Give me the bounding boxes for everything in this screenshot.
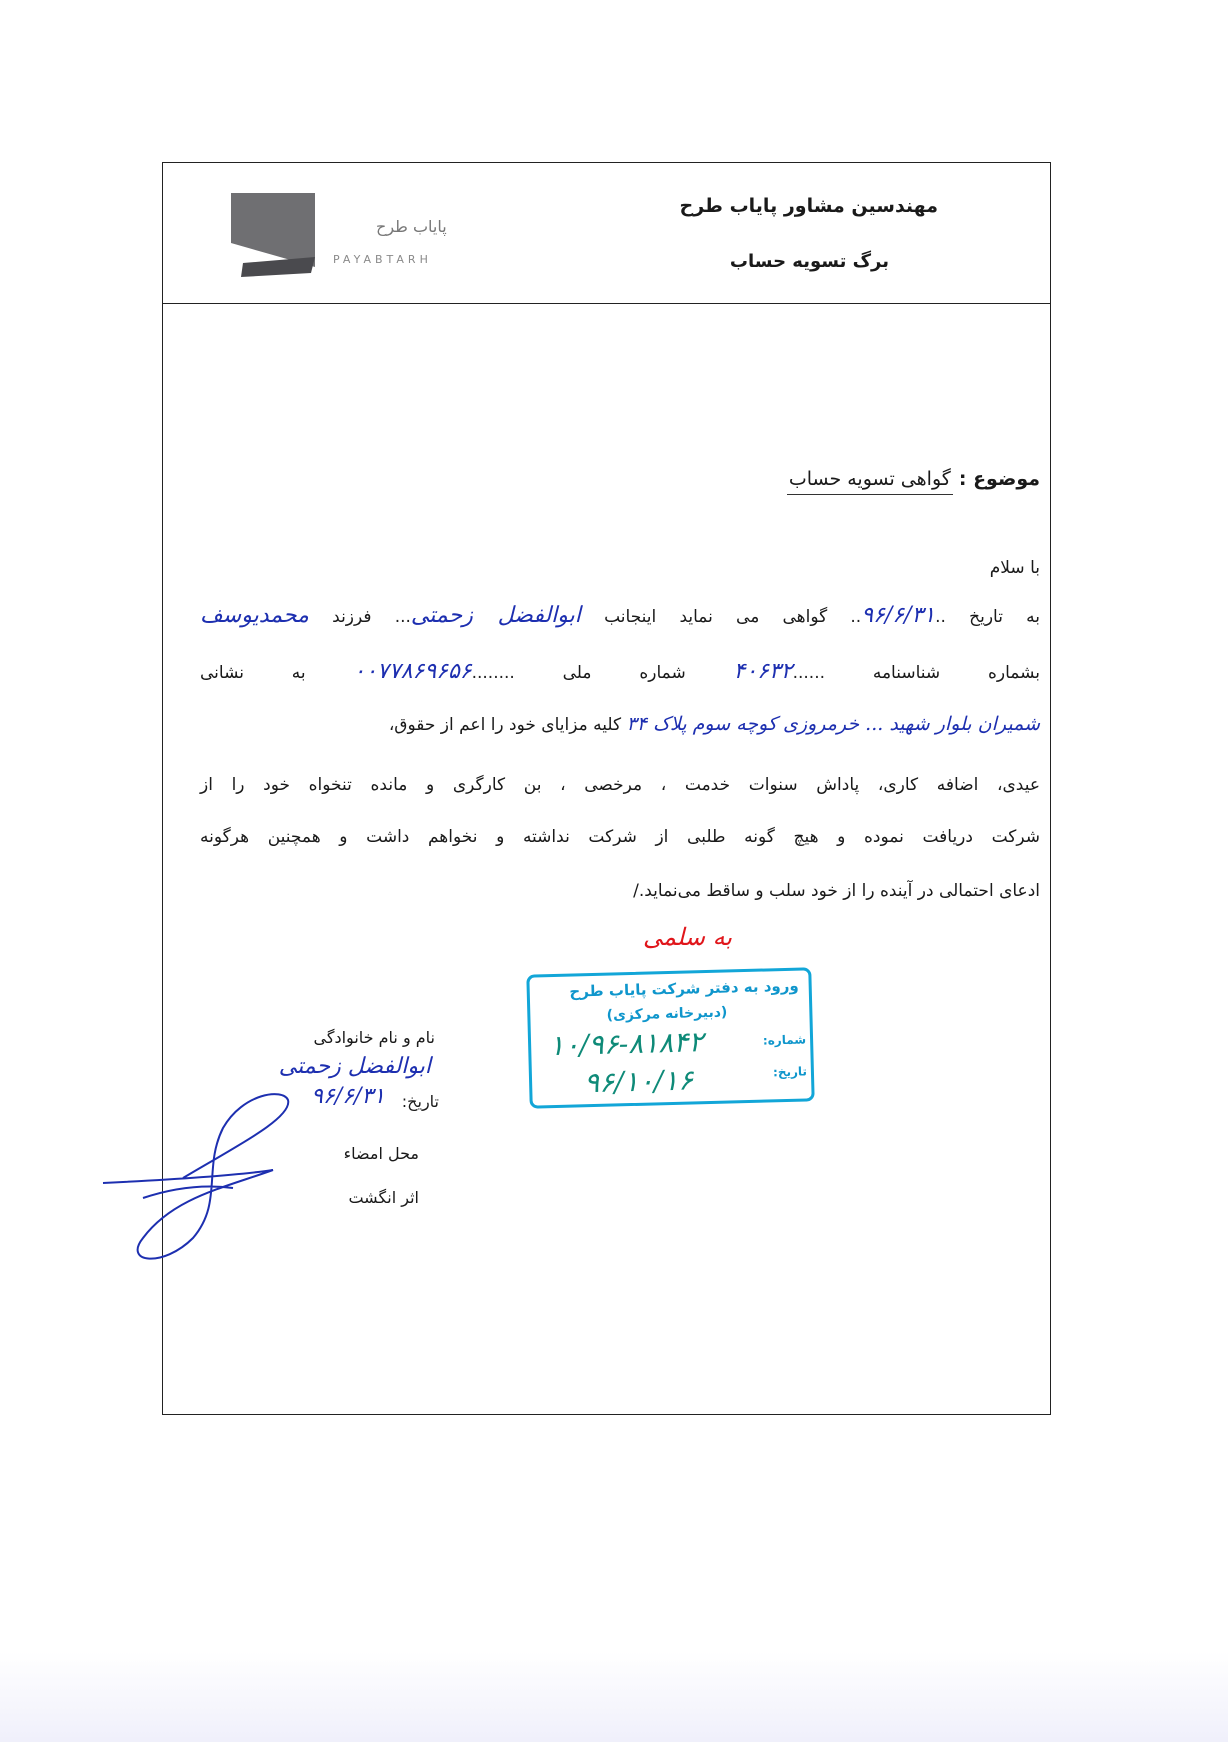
company-name: مهندسین مشاور پایاب طرح [679, 195, 938, 217]
document-frame [162, 162, 1051, 1415]
body-line-6: ادعای احتمالی در آینده را از خود سلب و ساقط می‌نماید./ [633, 881, 1040, 901]
signature-block [223, 1028, 543, 1358]
text: شماره ملی [562, 663, 686, 683]
dots: .. [935, 607, 946, 627]
handwritten-name: ابوالفضل زحمتی [410, 603, 581, 628]
stamp-subtitle: (دبیرخانه مرکزی) [606, 1004, 728, 1024]
date-label: تاریخ: [401, 1092, 439, 1111]
name-label: نام و نام خانوادگی [313, 1028, 435, 1047]
red-handwritten-note: به سلمی [643, 923, 733, 951]
text: گواهی می نماید اینجانب [604, 607, 828, 627]
stamp-title: ورود به دفتر شرکت پایاب طرح [569, 976, 799, 1001]
form-title: برگ تسویه حساب [729, 251, 889, 272]
text: به نشانی [200, 663, 306, 683]
registry-stamp [526, 967, 814, 1108]
paper-shade [0, 1652, 1228, 1742]
body-line-3 [200, 713, 1040, 735]
logo-name-en: PAYABTARH [333, 253, 432, 266]
greeting: با سلام [989, 558, 1040, 578]
header-divider [163, 303, 1050, 304]
subject-value: گواهی تسویه حساب [787, 468, 953, 495]
subject-line [787, 468, 1040, 490]
body-line-1 [200, 603, 1040, 628]
body-line-4: عیدی، اضافه کاری، پاداش سنوات خدمت ، مرخصی ، بن کارگری و مانده تنخواه خود را از [200, 775, 1040, 795]
signature-place-label: محل امضاء [343, 1144, 419, 1163]
body-line-5: شرکت دریافت نموده و هیچ گونه طلبی از شرکت نداشته و نخواهم داشت و همچنین هرگونه [200, 827, 1040, 847]
dots: .. [850, 607, 862, 627]
text: فرزند [332, 607, 372, 627]
handwritten-signer-date: ۹۶/۶/۳۱ [311, 1084, 385, 1109]
signature-scribble-icon [83, 1088, 343, 1268]
dots: ... [394, 607, 411, 627]
stamp-number-value: ۱۰/۹۶-۸۱۸۴۲ [548, 1025, 704, 1063]
dots: ........ [471, 663, 515, 683]
handwritten-id-number: ۴۰۶۳۲ [733, 659, 793, 684]
fingerprint-label: اثر انگشت [348, 1188, 419, 1207]
dots: ...... [792, 663, 826, 683]
subject-label: موضوع : [958, 468, 1040, 490]
text: بشماره شناسنامه [872, 663, 1040, 683]
stamp-date-label: تاریخ: [772, 1064, 808, 1080]
company-logo [231, 193, 511, 293]
logo-name-fa: پایاب طرح [376, 217, 447, 236]
stamp-date-value: ۹۶/۱۰/۱۶ [583, 1063, 694, 1100]
stamp-number-label: شماره: [762, 1032, 807, 1048]
logo-mark-icon [231, 193, 315, 288]
handwritten-signer-name: ابوالفضل زحمتی [278, 1054, 431, 1079]
handwritten-date: ۹۶/۶/۳۱ [861, 603, 936, 628]
text: کلیه مزایای خود را اعم از حقوق، [388, 715, 622, 735]
handwritten-father-name: محمدیوسف [200, 603, 309, 628]
handwritten-national-id: ۰۰۷۷۸۶۹۶۵۶ [353, 659, 472, 684]
body-line-2 [200, 659, 1040, 684]
text: به تاریخ [969, 607, 1040, 627]
handwritten-address: شمیران بلوار شهید ... خرمروزی کوچه سوم پلاک ۳۴ [626, 713, 1040, 735]
